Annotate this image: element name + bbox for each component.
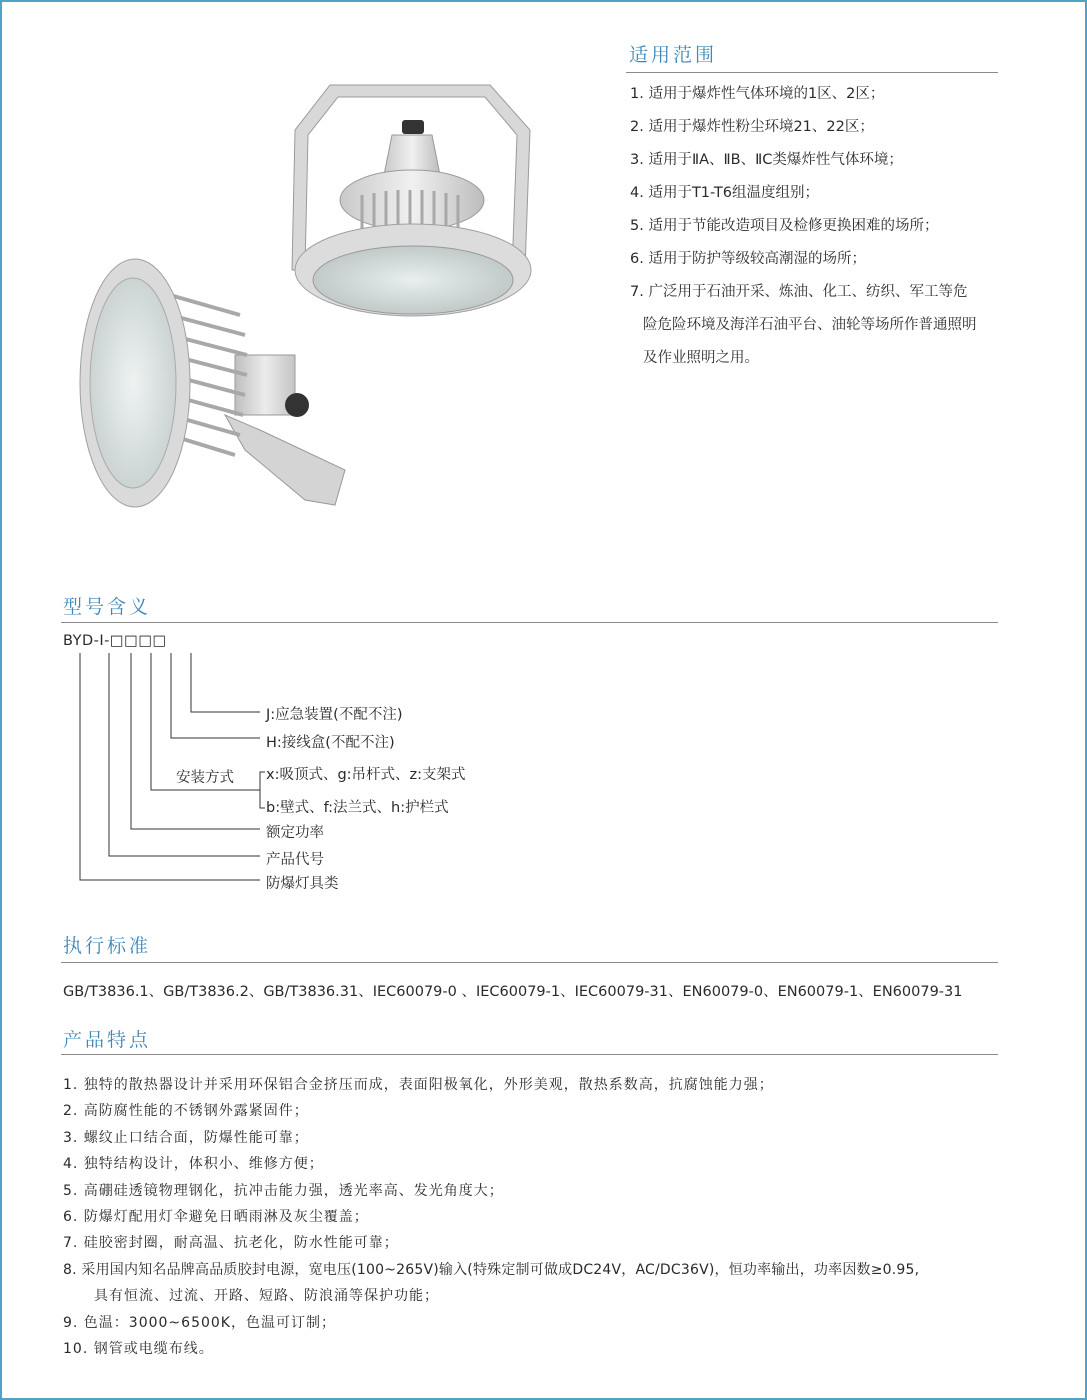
list-item: 1. 独特的散热器设计并采用环保铝合金挤压而成，表面阳极氧化，外形美观，散热系数高，抗腐蚀能力强； xyxy=(63,1077,774,1093)
features-title: 产品特点 xyxy=(63,1029,152,1051)
list-item: 4. 独特结构设计，体积小、维修方便； xyxy=(63,1156,324,1173)
scope-divider xyxy=(626,72,998,73)
list-item: 及作业照明之用。 xyxy=(643,350,759,366)
list-item: 6. 适用于防护等级较高潮湿的场所； xyxy=(630,251,866,267)
model-divider xyxy=(61,622,998,623)
label-product-code: 产品代号 xyxy=(266,852,324,868)
scope-title: 适用范围 xyxy=(629,44,718,66)
standards-text: GB/T3836.1、GB/T3836.2、GB/T3836.31、IEC60079-0 、IEC60079-1、IEC60079-31、EN60079-0、EN60079-1、EN60079-31 xyxy=(63,984,963,1000)
list-item: 4. 适用于T1-T6组温度组别； xyxy=(630,185,820,201)
list-item: 5. 适用于节能改造项目及检修更换困难的场所； xyxy=(630,218,939,234)
label-install-a: x:吸顶式、g:吊杆式、z:支架式 xyxy=(266,767,466,783)
list-item: 7. 硅胶密封圈，耐高温、抗老化，防水性能可靠； xyxy=(63,1235,399,1252)
list-item: 9. 色温：3000~6500K，色温可订制； xyxy=(63,1314,336,1331)
lamp-bracket-image xyxy=(75,255,355,515)
list-item: 8. 采用国内知名品牌高品质胶封电源，宽电压(100~265V)输入(特殊定制可做成DC24V，AC/DC36V)，恒功率输出，功率因数≥0.95, xyxy=(63,1261,920,1278)
list-item: 1. 适用于爆炸性气体环境的1区、2区； xyxy=(630,86,885,102)
label-install-b: b:壁式、f:法兰式、h:护栏式 xyxy=(266,800,449,816)
label-junction-box: H:接线盒(不配不注) xyxy=(266,735,395,751)
model-title: 型号含义 xyxy=(63,596,152,618)
model-diagram-lines xyxy=(60,650,270,890)
label-emergency: J:应急装置(不配不注) xyxy=(266,707,403,723)
list-item: 7. 广泛用于石油开采、炼油、化工、纺织、军工等危 xyxy=(630,284,968,300)
label-install-method: 安装方式 xyxy=(176,770,234,786)
list-item: 3. 适用于ⅡA、ⅡB、ⅡC类爆炸性气体环境； xyxy=(630,152,903,168)
list-item: 5. 高硼硅透镜物理钢化，抗冲击能力强，透光率高、发光角度大； xyxy=(63,1182,504,1199)
label-rated-power: 额定功率 xyxy=(266,825,324,841)
list-item: 10. 钢管或电缆布线。 xyxy=(63,1341,214,1358)
list-item: 2. 适用于爆炸性粉尘环境21、22区； xyxy=(630,119,874,135)
list-item: 具有恒流、过流、开路、短路、防浪涌等保护功能； xyxy=(94,1288,439,1305)
scope-list xyxy=(630,83,1050,380)
standards-title: 执行标准 xyxy=(63,935,152,957)
features-divider xyxy=(61,1054,998,1055)
list-item: 2. 高防腐性能的不锈钢外露紧固件； xyxy=(63,1103,309,1120)
list-item: 6. 防爆灯配用灯伞避免日晒雨淋及灰尘覆盖； xyxy=(63,1209,369,1226)
list-item: 3. 螺纹止口结合面，防爆性能可靠； xyxy=(63,1129,309,1146)
standards-divider xyxy=(61,962,998,963)
label-category: 防爆灯具类 xyxy=(266,876,339,892)
features-list xyxy=(63,1072,1053,1362)
model-code: BYD-Ⅰ-□□□□ xyxy=(63,633,167,649)
list-item: 险危险环境及海洋石油平台、油轮等场所作普通照明 xyxy=(643,317,977,333)
